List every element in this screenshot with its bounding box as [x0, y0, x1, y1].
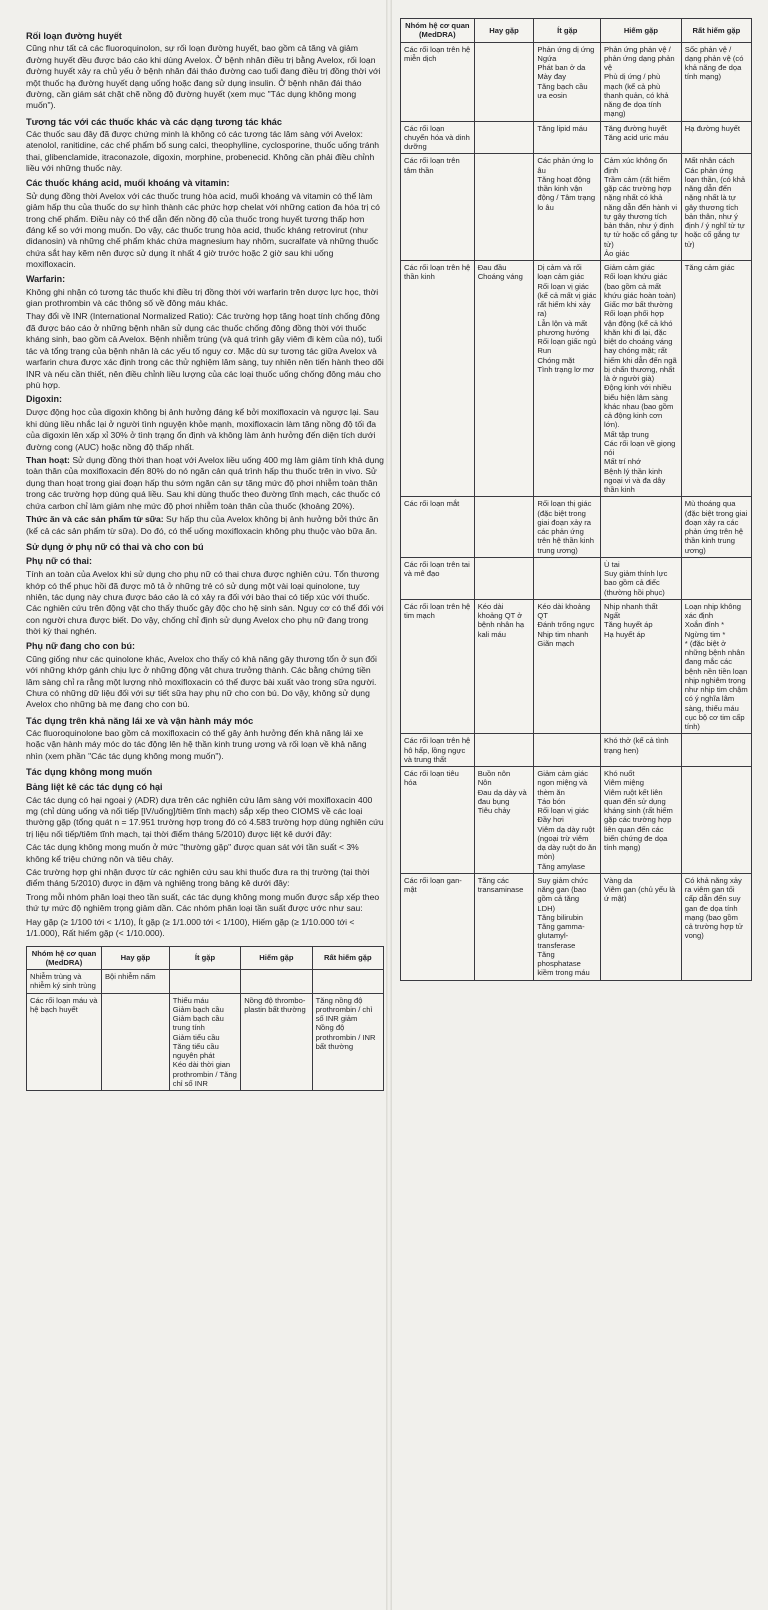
cell-uncommon: Rối loạn thị giác (đặc biệt trong giai đoạn xảy ra các phản ứng trên hệ thần kinh trung ương) [534, 497, 601, 558]
heading-pregnancy: Sử dụng ở phụ nữ có thai và cho con bú [26, 541, 204, 552]
cell-organ-class: Các rối loạn trên hệ miễn dịch [401, 42, 475, 121]
heading-glycemia: Rối loạn đường huyết [26, 31, 122, 41]
para-adverse-5: Hay gặp (≥ 1/100 tới < 1/10), Ít gặp (≥ 1/1.000 tới < 1/100), Hiếm gặp (≥ 1/10.000 tới < 1/1.000), Rất hiếm gặp (< 1/10.000). [26, 916, 355, 939]
cell-common [474, 734, 534, 767]
cell-very-rare: Sốc phản vệ / dạng phản vệ (có khả năng đe dọa tính mạng) [681, 42, 751, 121]
cell-very-rare: Mất nhân cách Các phản ứng loạn thần, (có khả năng dẫn đến nặng nhất là tự gây thương tích bản thân, như ý định / ý nghĩ tử tự hoặc cố gắng tự tử) [681, 154, 751, 261]
table-row [401, 154, 752, 261]
para-charcoal-block [26, 455, 384, 512]
cell-very-rare: Mù thoáng qua (đặc biệt trong giai đoạn xảy ra các phản ứng trên hệ thần kinh trung ương) [681, 497, 751, 558]
para-antacid: Sử dụng đồng thời Avelox với các thuốc trung hòa acid, muối khoáng và vitamin có thể làm giảm hấp thu của thuốc do sự hình thành các phức hợp chelat với những cation đa hóa trị có trong chế phẩm. Điều này có thể dẫn đến nồng độ của thuốc trong huyết tương thấp hơn đáng kể so với mong muốn. Do vậy, các thuốc trung hòa acid, thuốc kháng retrovirut (như didanosin) và những chế phẩm khác chứa magnesium hay nhôm, sucralfate và những thuốc chứa sắt hay kẽm nên được sử dụng ít nhất 4 giờ trước hoặc 2 giờ sau khi uống moxifloxacin. [26, 190, 380, 270]
para-adverse-2: Các tác dụng không mong muốn ở mức "thường gặp" được quan sát với tần suất < 3% không kể triệu chứng nôn và tiêu chảy. [26, 842, 359, 864]
cell-very-rare [681, 767, 751, 874]
cell-very-rare [681, 734, 751, 767]
heading-adverse: Tác dụng không mong muốn [26, 767, 153, 778]
heading-interactions: Tương tác với các thuốc khác và các dạng tương tác khác [26, 116, 283, 127]
cell-very-rare [681, 557, 751, 599]
cell-common: Kéo dài khoảng QT ở bệnh nhân hạ kali máu [474, 599, 534, 734]
cell-organ-class: Các rối loạn chuyển hóa và dinh dưỡng [401, 121, 475, 154]
cell-rare: Nhịp nhanh thất Ngất Tăng huyết áp Hạ huyết áp [601, 599, 682, 734]
header-very-rare: Rất hiếm gặp [681, 19, 751, 43]
para-warfarin-1: Không ghi nhận có tương tác thuốc khi điều trị đồng thời với warfarin trên dược lực học, thời gian prothrombin và các thông số về đông máu khác. [26, 286, 379, 308]
para-charcoal: Sử dụng đồng thời than hoạt với Avelox liều uống 400 mg làm giảm tính khả dụng toàn thân của moxifloxacin đến 80% do nó ngăn cản quá trình hấp thu thuốc trên in vivo. Sử dụng than hoạt trong giai đoạn hấp thu sớm ngăn cản sự tăng mức độ phơi nhiễm toàn thân trong các trường hợp dùng quá liều. Sau khi dùng thuốc theo đường tĩnh mạch, các thuốc có chứa carbon chỉ làm giảm nhẹ mức độ phơi nhiễm toàn thân của thuốc (khoảng 20%). [26, 455, 384, 511]
page-fold [386, 0, 392, 1610]
cell-organ-class: Các rối loạn máu và hệ bạch huyết [27, 993, 102, 1091]
cell-common: Bội nhiễm nấm [101, 970, 169, 994]
cell-uncommon: Thiếu máu Giảm bạch cầu Giảm bạch cầu trung tính Giảm tiểu cầu Tăng tiểu cầu nguyên phát Kéo dài thời gian prothrombin / Tăng chỉ số INR [169, 993, 240, 1091]
header-uncommon: Ít gặp [169, 946, 240, 970]
cell-organ-class: Các rối loạn mắt [401, 497, 475, 558]
cell-uncommon: Dị cảm và rối loạn cảm giác Rối loạn vị giác (kể cả mất vị giác rất hiếm khi xảy ra) Lẫn lộn và mất phương hướng Rối loạn giấc ngủ Run Chóng mặt Tình trạng lơ mơ [534, 261, 601, 497]
para-pregnancy: Tính an toàn của Avelox khi sử dụng cho phụ nữ có thai chưa được nghiên cứu. Tổn thương khớp có thể phục hồi đã được mô tả ở những trẻ có sử dụng một vài loại quinolone, tuy nhiên, tác dụng này chưa được báo cáo là có xảy ra đối với bào thai có tiếp xúc với thuốc. Các nghiên cứu trên động vật cho thấy thuốc gây độc cho hệ sinh sản. Nguy cơ có thể đối với con người chưa được biết. Do vậy, chống chỉ định sử dụng Avelox cho phụ nữ đang trong thời kỳ thai nghén. [26, 569, 384, 637]
cell-uncommon [534, 557, 601, 599]
cell-uncommon: Giảm cảm giác ngon miệng và thèm ăn Táo bón Rối loạn vị giác Đầy hơi Viêm dạ dày ruột (ngoại trừ viêm dạ dày ruột do ăn mòn) Tăng amylase [534, 767, 601, 874]
table-row [401, 42, 752, 121]
right-column [400, 18, 752, 981]
cell-very-rare: Loạn nhịp không xác định Xoắn đỉnh * Ngừng tim * * (đặc biệt ở những bệnh nhân đang mắc các bệnh nền tiền loạn nhịp nghiêm trọng như nhịp tim chậm có ý nghĩa lâm sàng, thiếu máu cục bộ cơ tim cấp tính) [681, 599, 751, 734]
cell-organ-class: Các rối loạn tiêu hóa [401, 767, 475, 874]
cell-common [474, 154, 534, 261]
header-common: Hay gặp [474, 19, 534, 43]
header-organ-class: Nhóm hệ cơ quan (MedDRA) [27, 946, 102, 970]
para-adverse-1: Các tác dụng có hại ngoại ý (ADR) dựa trên các nghiên cứu lâm sàng với moxifloxacin 400 mg (chỉ dùng uống và nối tiếp [IV/uống]/tiêm tĩnh mạch) sắp xếp theo CIOMS về các loại thường gặp (tổng quát n = 17.951 trường hợp trong đó có 4.583 trường hợp dùng nghiên cứu trị liệu nối tiếp/tiêm tĩnh mạch, tại thời điểm tháng 5/2010) được liệt kê dưới đây: [26, 794, 384, 839]
table-row [401, 599, 752, 734]
heading-antacid: Các thuốc kháng acid, muối khoáng và vitamin: [26, 177, 230, 188]
cell-common: Buồn nôn Nôn Đau dạ dày và đau bụng Tiêu chảy [474, 767, 534, 874]
cell-rare: Tăng đường huyết Tăng acid uric máu [601, 121, 682, 154]
table-row [401, 557, 752, 599]
cell-common [474, 557, 534, 599]
cell-uncommon: Kéo dài khoảng QT Đánh trống ngực Nhịp tim nhanh Giãn mạch [534, 599, 601, 734]
heading-adverse-table: Bảng liệt kê các tác dụng có hại [26, 781, 163, 792]
heading-driving: Tác dụng trên khả năng lái xe và vận hành máy móc [26, 715, 254, 726]
para-adverse-4: Trong mỗi nhóm phân loại theo tần suất, các tác dụng không mong muốn được sắp xếp theo thứ tự mức độ nghiêm trọng giảm dần. Các nhóm phân loại tần suất được ước như sau: [26, 891, 380, 914]
cell-rare: Khó nuốt Viêm miệng Viêm ruột kết liên quan đến sử dụng kháng sinh (rất hiếm gặp các trường hợp liên quan đến các biến chứng đe dọa tính mạng) [601, 767, 682, 874]
cell-uncommon: Các phản ứng lo âu Tăng hoạt động thần kinh vận động / Tâm trạng lo âu [534, 154, 601, 261]
heading-digoxin: Digoxin: [26, 394, 62, 405]
table-row [401, 873, 752, 980]
header-rare: Hiếm gặp [601, 19, 682, 43]
cell-very-rare [312, 970, 383, 994]
table-row [401, 734, 752, 767]
cell-organ-class: Các rối loạn trên hệ hô hấp, lồng ngực và trung thất [401, 734, 475, 767]
table-row [401, 261, 752, 497]
cell-very-rare: Có khả năng xảy ra viêm gan tối cấp dẫn đến suy gan đe dọa tính mạng (bao gồm cả trường hợp tử vong) [681, 873, 751, 980]
para-adverse-3: Các trường hợp ghi nhận được từ các nghiên cứu sau khi thuốc đưa ra thị trường (tại thời điểm tháng 5/2010) được in đậm và nghiêng trong bảng kê dưới đây: [26, 867, 370, 889]
cell-uncommon: Tăng lipid máu [534, 121, 601, 154]
cell-uncommon: Phản ứng dị ứng Ngứa Phát ban ở da Mày đay Tăng bạch cầu ưa eosin [534, 42, 601, 121]
cell-organ-class: Các rối loạn trên hệ thần kinh [401, 261, 475, 497]
header-uncommon: Ít gặp [534, 19, 601, 43]
heading-charcoal: Than hoạt: [26, 455, 70, 466]
cell-common: Tăng các transaminase [474, 873, 534, 980]
table-header-row [401, 19, 752, 43]
header-organ-class: Nhóm hệ cơ quan (MedDRA) [401, 19, 475, 43]
cell-common [474, 497, 534, 558]
header-rare: Hiếm gặp [241, 946, 312, 970]
cell-organ-class: Các rối loạn gan-mật [401, 873, 475, 980]
cell-uncommon [169, 970, 240, 994]
para-warfarin-2: Thay đổi về INR (International Normalized Ratio): Các trường hợp tăng hoạt tính chống đông đã được báo cáo ở những bệnh nhân sử dụng các thuốc chống đông đồng thời với thuốc kháng sinh, bao gồm cả Avelox. Bệnh nhiễm trùng (và quá trình gây viêm đi kèm của nó), tuổi tác và tổng trạng của bệnh nhân là các yếu tố nguy cơ. Mặc dù sự tương tác giữa Avelox và warfarin chưa được xác định trong các thử nghiệm lâm sàng, tuy nhiên nên tiến hành theo dõi INR và nếu cần thiết, nên điều chỉnh liều lượng của các loại thuốc uống chống đông máu cho phù hợp. [26, 311, 384, 390]
table-row [27, 993, 384, 1091]
cell-very-rare: Tăng nồng độ prothrombin / chỉ số INR giảm Nồng độ prothrombin / INR bất thường [312, 993, 383, 1091]
table-row [27, 970, 384, 994]
cell-rare: Khó thở (kể cả tình trạng hen) [601, 734, 682, 767]
cell-organ-class: Các rối loạn trên hệ tim mạch [401, 599, 475, 734]
table-row [401, 497, 752, 558]
cell-common: Đau đầu Choáng váng [474, 261, 534, 497]
cell-uncommon [534, 734, 601, 767]
header-common: Hay gặp [101, 946, 169, 970]
heading-food: Thức ăn và các sản phẩm từ sữa: [26, 514, 164, 525]
cell-rare [241, 970, 312, 994]
para-interactions: Các thuốc sau đây đã được chứng minh là không có các tương tác lâm sàng với Avelox: atenolol, ranitidine, các chế phẩm bổ sung calci, theophylline, cyclosporine, thuốc uống tránh thai, glibenclamide, itraconazole, digoxin, morphine, probenecid. Không cần phải điều chỉnh liều với những thuốc này. [26, 129, 380, 174]
heading-lactation: Phụ nữ đang cho con bú: [26, 640, 136, 651]
cell-common [474, 42, 534, 121]
cell-rare [601, 497, 682, 558]
table-header-row [27, 946, 384, 970]
cell-organ-class: Nhiễm trùng và nhiễm ký sinh trùng [27, 970, 102, 994]
cell-rare: Phản ứng phản vệ / phản ứng dạng phản vệ Phù dị ứng / phù mạch (kể cả phù thanh quản, có khả năng đe dọa tính mạng) [601, 42, 682, 121]
heading-warfarin: Warfarin: [26, 273, 66, 284]
para-lactation: Cũng giống như các quinolone khác, Avelox cho thấy có khả năng gây thương tổn ở sụn đối với những khớp gánh chịu lực ở những động vật chưa trưởng thành. Các bằng chứng tiền lâm sàng chỉ ra rằng một lượng nhỏ moxifloxacin có thể được bài xuất vào trong sữa người. Chưa có những dữ liệu đối với sự tiết sữa hay phụ nữ cho con bú. Do vậy, không sử dụng Avelox cho những bà mẹ đang cho con bú. [26, 653, 377, 710]
para-food: Sự hấp thu của Avelox không bị ảnh hưởng bởi thức ăn (kể cả các sản phẩm từ sữa). Do đó, có thể uống moxifloxacin không phụ thuộc vào bữa ăn. [26, 514, 379, 536]
cell-rare: Vàng da Viêm gan (chủ yếu là ứ mật) [601, 873, 682, 980]
cell-rare: Ù tai Suy giảm thính lực bao gồm cả điếc (thường hồi phục) [601, 557, 682, 599]
adverse-table-right [400, 18, 752, 981]
cell-very-rare: Hạ đường huyết [681, 121, 751, 154]
cell-organ-class: Các rối loạn trên tai và mê đạo [401, 557, 475, 599]
left-column [26, 26, 384, 1091]
cell-common [101, 993, 169, 1091]
para-driving: Các fluoroquinolone bao gồm cả moxifloxacin có thể gây ảnh hưởng đến khả năng lái xe hoặc vận hành máy móc do tác động lên hệ thần kinh trung ương và rối loạn về khả năng nhìn (xem phần "Các tác dụng không mong muốn"). [26, 728, 367, 761]
cell-uncommon: Suy giảm chức năng gan (bao gồm cả tăng LDH) Tăng bilirubin Tăng gamma-glutamyl-transferase Tăng phosphatase kiềm trong máu [534, 873, 601, 980]
cell-organ-class: Các rối loạn trên tâm thần [401, 154, 475, 261]
cell-rare: Nồng độ thrombo-plastin bất thường [241, 993, 312, 1091]
para-digoxin: Dược động học của digoxin không bị ảnh hưởng đáng kể bởi moxifloxacin và ngược lại. Sau khi dùng liều nhắc lại ở người tình nguyện khỏe mạnh, moxifloxacin làm tăng nồng độ tối đa của digoxin lên xấp xỉ 30% ở tình trạng ổn định và không làm ảnh hưởng đến diện tích dưới đường cong (AUC) hoặc nồng độ thấp nhất. [26, 407, 379, 452]
para-food-block [26, 514, 384, 537]
header-very-rare: Rất hiếm gặp [312, 946, 383, 970]
table-row [401, 121, 752, 154]
cell-very-rare: Tăng cảm giác [681, 261, 751, 497]
cell-common [474, 121, 534, 154]
cell-rare: Giảm cảm giác Rối loạn khứu giác (bao gồm cả mất khứu giác hoàn toàn) Giấc mơ bất thường Rối loạn phối hợp vận động (kể cả khó khăn khi đi lại, đặc biệt do choáng váng hay chóng mặt; rất hiếm khi dẫn đến ngã bị chấn thương, nhất là ở người già) Động kinh với nhiều biểu hiện lâm sàng khác nhau (bao gồm cả động kinh cơn lớn). Mất tập trung Các rối loạn về giọng nói Mất trí nhớ Bệnh lý thần kinh ngoại vi và đa dây thần kinh [601, 261, 682, 497]
adverse-table-left [26, 946, 384, 1092]
table-row [401, 767, 752, 874]
heading-pregnant-women: Phụ nữ có thai: [26, 556, 93, 567]
cell-rare: Cảm xúc không ổn định Trầm cảm (rất hiếm gặp các trường hợp nặng nhất có khả năng dẫn đến hành vi tự gây thương tích bản thân, như ý định tự tử hoặc cố gắng tự tử) Ảo giác [601, 154, 682, 261]
para-glycemia: Cũng như tất cả các fluoroquinolon, sự rối loạn đường huyết, bao gồm cả tăng và giảm đường huyết đều được báo cáo khi dùng Avelox. Ở bệnh nhân điều trị bằng Avelox, rối loạn đường huyết xảy ra chủ yếu ở bệnh nhân đái tháo đường cao tuổi đang điều trị đồng thời với một thuốc hạ đường huyết dạng uống hoặc đang sử dụng insulin. Ở bệnh nhân đái tháo đường, cần giám sát chặt chẽ nồng độ đường huyết (xem mục "Tác dụng không mong muốn"). [26, 43, 381, 111]
